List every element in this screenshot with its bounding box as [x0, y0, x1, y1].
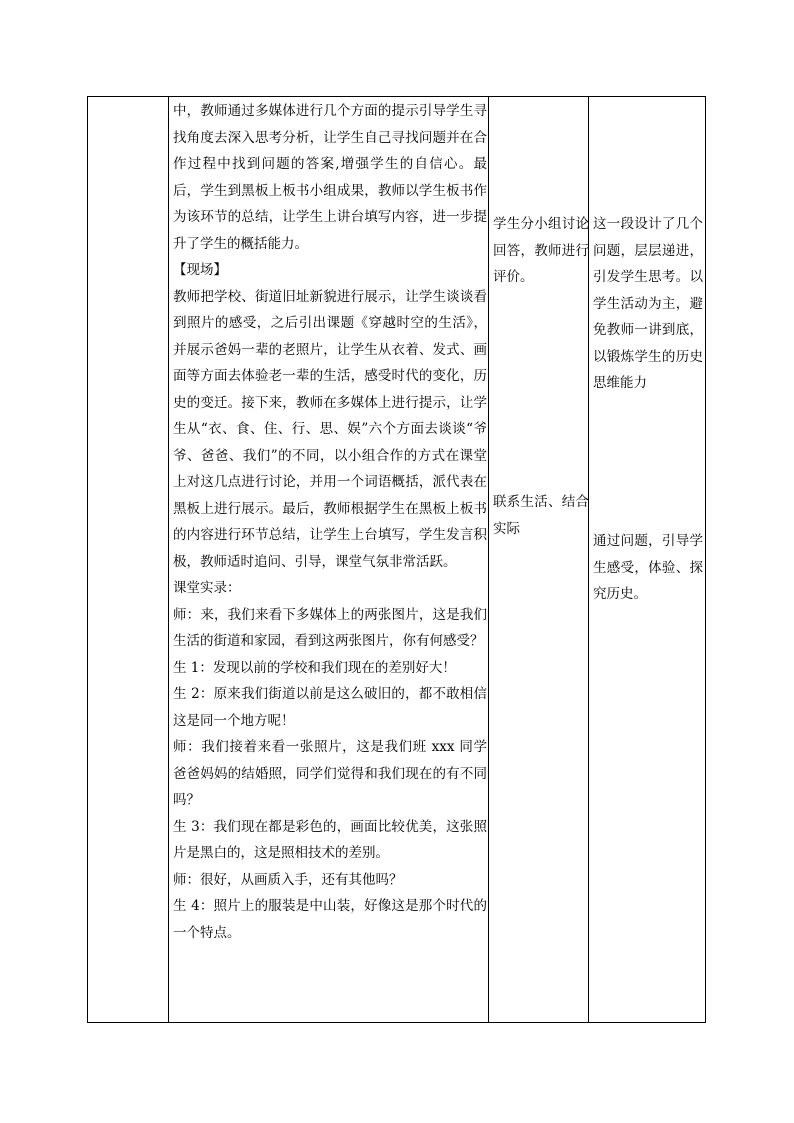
- lesson-plan-table: [87, 96, 706, 1023]
- section-heading-scene: 【现场】: [173, 262, 227, 278]
- column-divider: [488, 97, 489, 1022]
- dialogue-line: 师：来，我们来看下多媒体上的两张图片，这是我们生活的街道和家园，看到这两张图片，你有何感受？: [173, 606, 487, 649]
- activity-note-1: 学生分小组讨论回答，教师进行评价。: [493, 216, 589, 285]
- process-paragraph-2: 教师把学校、街道旧址新貌进行展示，让学生谈谈看到照片的感受，之后引出课题《穿越时空的生活》，并展示爸妈一辈的老照片，让学生从衣着、发式、画面等方面去体验老一辈的生活，感受时代的变化，历史的变迁。接下来，教师在多媒体上进行提示，让学生从“衣、食、住、行、思、娱”六个方面去谈谈“爷爷、爸爸、我们”的不同，以小组合作的方式在课堂上对这几点进行讨论，并用一个词语概括，派代表在黑板上进行展示。最后，教师根据学生在黑板上板书的内容进行环节总结，让学生上台填写，学生发言积极，教师适时追问、引导，课堂气氛非常活跃。: [173, 288, 487, 570]
- classroom-record-heading: 课堂实录：: [173, 580, 241, 596]
- dialogue-line: 师：我们接着来看一张照片，这是我们班 xxx 同学爸爸妈妈的结婚照，同学们觉得和我们现在的有不同吗？: [173, 739, 487, 808]
- dialogue-line: 生 3：我们现在都是彩色的，画面比较优美，这张照片是黑白的，这是照相技术的差别。: [173, 818, 487, 861]
- dialogue-line: 生 2：原来我们街道以前是这么破旧的，都不敢相信这是同一个地方呢！: [173, 686, 487, 729]
- dialogue-line: 师：很好，从画质入手，还有其他吗？: [173, 871, 403, 888]
- column-divider: [168, 97, 169, 1022]
- dialogue-line: 生 1：发现以前的学校和我们现在的差别好大！: [173, 659, 456, 676]
- design-intent-column: [593, 97, 703, 1022]
- intent-note-1: 这一段设计了几个问题，层层递进，引发学生思考。以学生活动为主，避免教师一讲到底，以锻炼学生的历史思维能力: [593, 216, 703, 391]
- activity-note-2: 联系生活、结合实际: [493, 494, 589, 537]
- dialogue-line: 生 4：照片上的服装是中山装，好像这是那个时代的一个特点。: [173, 898, 487, 941]
- intent-note-2: 通过问题，引导学生感受，体验、探究历史。: [593, 533, 703, 602]
- student-activity-column: [493, 97, 589, 1022]
- process-paragraph-1: 中，教师通过多媒体进行几个方面的提示引导学生寻找角度去深入思考分析，让学生自己寻找问题并在合作过程中找到问题的答案,增强学生的自信心。最后，学生到黑板上板书小组成果，教师以学生板书作为该环节的总结，让学生上讲台填写内容，进一步提升了学生的概括能力。: [173, 103, 487, 252]
- teaching-process-column: [173, 97, 487, 946]
